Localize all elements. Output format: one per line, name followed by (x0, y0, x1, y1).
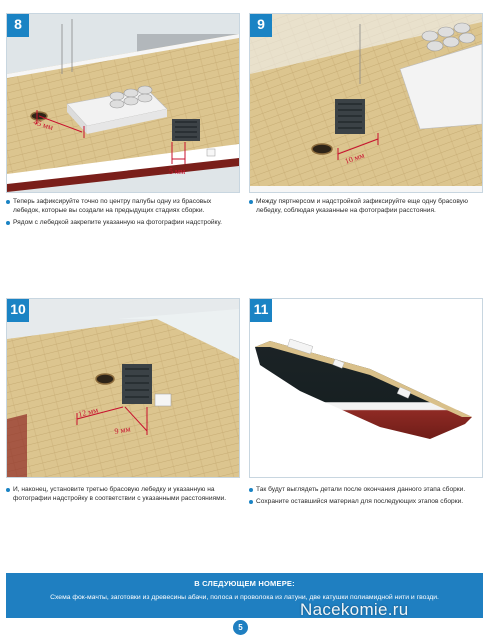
step-9-photo (250, 14, 482, 192)
step-9-instructions (249, 197, 481, 218)
step-10-measure-2: 9 мм (113, 424, 132, 436)
step-8-measure-1: 45 мм (32, 117, 55, 133)
step-8-badge: 8 (7, 14, 29, 34)
step-11-bullet-1: Так будут выглядеть детали после окончания данного этапа сборки. (249, 485, 481, 494)
step-10-bullet-1: И, наконец, установите третью брасовую лебедку и указанную на фотографии надстройку в соответствии с указанными расстояниями. (6, 485, 238, 503)
step-8-instructions (6, 197, 238, 230)
step-10-measure-1: 12 мм (77, 405, 100, 419)
step-10-badge: 10 (7, 299, 29, 319)
step-10-photo (7, 299, 239, 477)
next-issue-box (6, 573, 483, 618)
step-11-photo (250, 299, 482, 477)
step-8-panel (6, 13, 240, 193)
step-11-panel (249, 298, 483, 478)
step-11-badge: 11 (250, 299, 272, 319)
step-11-bullet-2: Сохраните оставшийся материал для последующих этапов сборки. (249, 497, 481, 506)
next-issue-title: В СЛЕДУЮЩЕМ НОМЕРЕ: (194, 579, 295, 588)
step-10-instructions (6, 485, 238, 506)
step-8-measure-2: 5 мм (169, 167, 186, 176)
step-9-bullet-1: Между пяртнерсом и надстройкой зафиксируйте еще одну брасовую лебедку, соблюдая указанные на фотографии расстояния. (249, 197, 481, 215)
step-8-bullet-1: Теперь зафиксируйте точно по центру палубы одну из брасовых лебедок, которые вы создали на предыдущих стадиях сборки. (6, 197, 238, 215)
step-8-bullet-2: Рядом с лебедкой закрепите указанную на фотографии надстройку. (6, 218, 238, 227)
step-8-photo (7, 14, 239, 192)
step-9-badge: 9 (250, 14, 272, 34)
step-11-instructions (249, 485, 481, 509)
next-issue-text: Схема фок-мачты, заготовки из древесины абачи, полоса и проволока из латуни, две катушки полиамидной нити и гвозди. (50, 594, 439, 601)
step-10-panel (6, 298, 240, 478)
page-number: 5 (233, 620, 248, 635)
step-9-measure-1: 10 мм (343, 150, 366, 166)
watermark: Nacekomie.ru (300, 600, 409, 619)
step-9-panel (249, 13, 483, 193)
